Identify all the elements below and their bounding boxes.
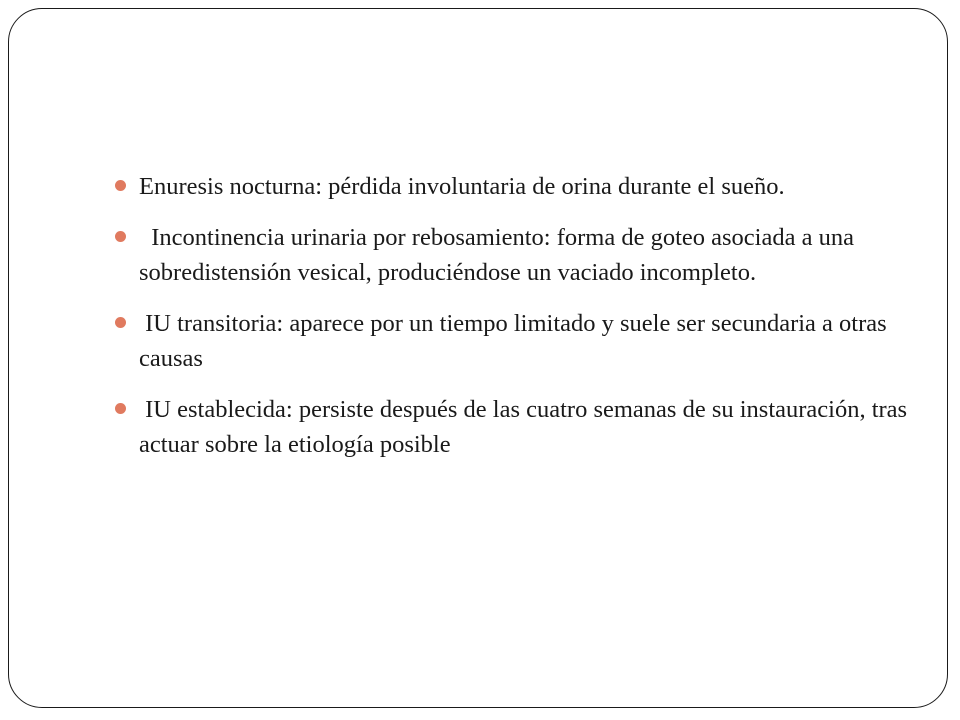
- bullet-dot-icon: [115, 317, 126, 328]
- bullet-text: Incontinencia urinaria por rebosamiento: forma de goteo asociada a una sobredistensión vesical, produciéndose un vaciado incompleto.: [139, 223, 861, 286]
- bullet-dot-icon: [115, 231, 126, 242]
- bullet-item-establecida: [115, 392, 915, 463]
- bullet-dot-icon: [115, 403, 126, 414]
- bullet-text: IU establecida: persiste después de las cuatro semanas de su instauración, tras actuar sobre la etiología posible: [139, 395, 914, 458]
- bullet-list: [115, 169, 915, 463]
- bullet-item-rebosamiento: [115, 220, 915, 291]
- bullet-text: Enuresis nocturna: pérdida involuntaria de orina durante el sueño.: [139, 173, 785, 200]
- bullet-item-transitoria: [115, 306, 915, 377]
- bullet-text: IU transitoria: aparece por un tiempo limitado y suele ser secundaria a otras causas: [139, 309, 893, 372]
- bullet-item-enuresis: [115, 169, 915, 205]
- slide-frame: [8, 8, 948, 708]
- bullet-dot-icon: [115, 180, 126, 191]
